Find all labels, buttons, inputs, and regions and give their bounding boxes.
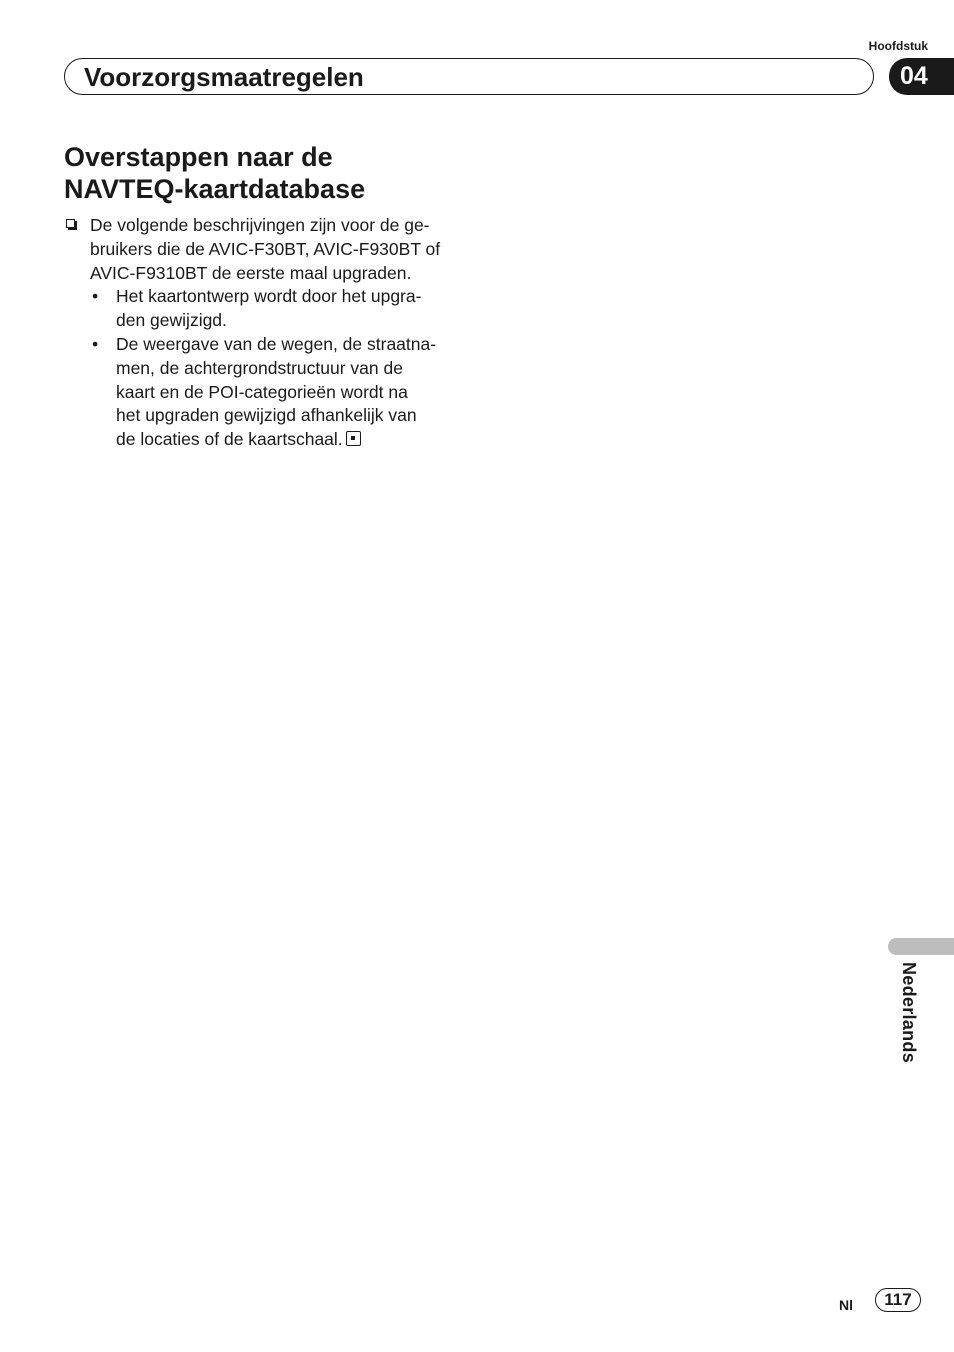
page-heading [64,141,464,205]
note-line: bruikers die de AVIC-F30BT, AVIC-F930BT of [90,238,441,259]
body-block [64,214,454,452]
heading-line-2: NAVTEQ-kaartdatabase [64,174,366,204]
footer-lang-code: Nl [839,1297,853,1313]
bullet-dot-icon: • [92,286,99,307]
side-tab [888,938,954,955]
section-title: Voorzorgsmaatregelen [84,62,364,92]
heading-line-1: Overstappen naar de [64,142,333,172]
bullet-line: De weergave van de wegen, de straatna- [116,333,437,354]
note-line: De volgende beschrijvingen zijn voor de ge- [90,215,430,235]
side-language-label: Nederlands [899,962,919,1064]
page-number: 117 [875,1288,921,1312]
bullet-item [64,333,454,452]
note-line: AVIC-F9310BT de eerste maal upgraden. [90,262,412,283]
note-paragraph [64,214,454,285]
chapter-label: Hoofdstuk [868,39,928,53]
bullet-line: Het kaartontwerp wordt door het upgra- [116,286,422,307]
note-icon [66,219,75,228]
bullet-line: men, de achtergrondstructuur van de [116,357,403,378]
bullet-line: het upgraden gewijzigd afhankelijk van [116,405,417,426]
bullet-line: de locaties of de kaartschaal. [116,429,343,450]
bullet-line: kaart en de POI-categorieën wordt na [116,381,408,402]
bullet-line: den gewijzigd. [116,310,227,331]
bullet-item [64,285,454,333]
chapter-badge: 04 [889,58,954,95]
bullet-dot-icon: • [92,333,99,354]
end-mark-icon [346,431,361,446]
